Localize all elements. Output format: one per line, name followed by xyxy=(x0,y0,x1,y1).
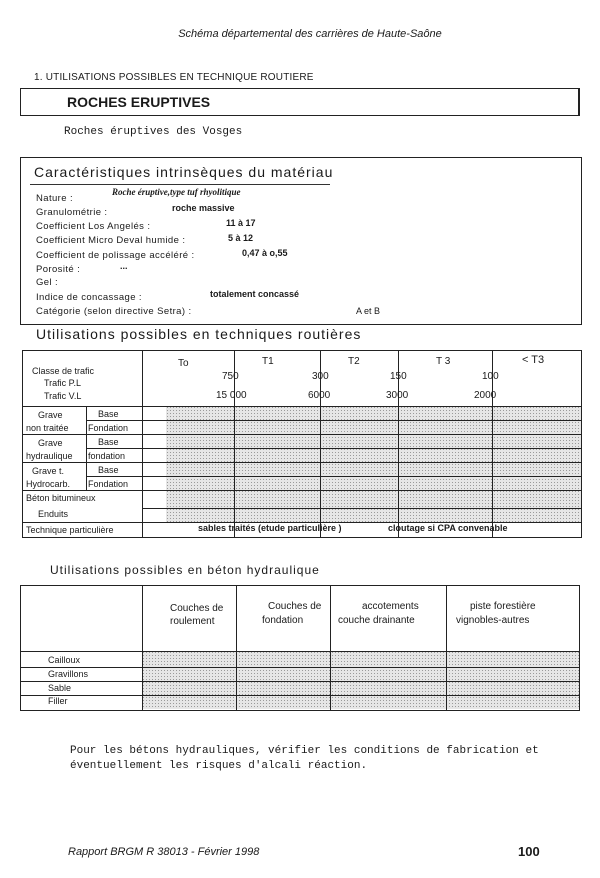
title-box xyxy=(20,88,580,116)
micro-deval-value: 5 à 12 xyxy=(228,233,254,243)
polishing-label: Coefficient de polissage accéléré : xyxy=(36,250,195,261)
row-gravillons: Gravillons xyxy=(48,669,89,679)
col-fondation-2: fondation xyxy=(262,615,304,626)
section-title: 1. UTILISATIONS POSSIBLES EN TECHNIQUE ROUTIERE xyxy=(34,72,314,83)
class-t1: T1 xyxy=(262,356,274,367)
vl-15000: 15 000 xyxy=(216,390,247,401)
col-accotements-1: accotements xyxy=(362,601,419,612)
los-angeles-value: 11 à 17 xyxy=(226,218,256,228)
technique-text-2: cloutage si CPA convenable xyxy=(388,523,508,533)
col-piste-1: piste forestière xyxy=(470,601,536,612)
page-header: Schéma départemental des carrières de Haute-Saône xyxy=(178,28,442,40)
col-roulement-1: Couches de xyxy=(170,603,224,614)
technique-text-1: sables traités (etude particulière ) xyxy=(198,523,342,533)
class-t3: T 3 xyxy=(436,356,451,367)
class-lt-t3: < T3 xyxy=(522,354,545,366)
gel-label: Gel : xyxy=(36,277,59,288)
pl-300: 300 xyxy=(312,371,329,382)
polishing-value: 0,47 à o,55 xyxy=(242,248,288,258)
row-grave-nt-2: non traitée xyxy=(26,423,69,433)
col-piste-2: vignobles-autres xyxy=(456,615,530,626)
traffic-vl-label: Trafic V.L xyxy=(44,391,82,401)
crushing-value: totalement concassé xyxy=(210,289,300,299)
row-sable: Sable xyxy=(48,683,72,693)
crushing-label: Indice de concassage : xyxy=(36,292,142,303)
row-grave-nt-fondation: Fondation xyxy=(88,423,129,433)
col-fondation-1: Couches de xyxy=(268,601,322,612)
row-enduits: Enduits xyxy=(38,509,69,519)
nature-label: Nature : xyxy=(36,193,73,204)
row-cailloux: Cailloux xyxy=(48,655,81,665)
road-uses-title: Utilisations possibles en techniques routières xyxy=(36,326,362,342)
row-grave-th-base: Base xyxy=(98,465,119,475)
traffic-class-label: Classe de trafic xyxy=(32,366,95,376)
row-grave-nt-1: Grave xyxy=(38,410,63,420)
category-value: A et B xyxy=(356,306,381,316)
col-roulement-2: roulement xyxy=(170,616,215,627)
concrete-uses-title: Utilisations possibles en béton hydraulique xyxy=(50,563,320,577)
micro-deval-label: Coefficient Micro Deval humide : xyxy=(36,235,186,246)
row-grave-th-fondation: Fondation xyxy=(88,479,129,489)
vl-3000: 3000 xyxy=(386,390,409,401)
footer-report: Rapport BRGM R 38013 - Février 1998 xyxy=(68,846,260,858)
row-grave-hy-1: Grave xyxy=(38,438,63,448)
pl-750: 750 xyxy=(222,371,239,382)
subtitle: Roches éruptives des Vosges xyxy=(64,126,243,138)
row-grave-hy-fondation: fondation xyxy=(88,451,126,461)
traffic-pl-label: Trafic P.L xyxy=(44,378,82,388)
row-grave-hy-2: hydraulique xyxy=(26,451,73,461)
vl-2000: 2000 xyxy=(474,390,497,401)
nature-value: Roche éruptive,type tuf rhyolitique xyxy=(112,187,241,197)
class-to: To xyxy=(178,358,189,369)
row-beton-bitumineux: Béton bitumineux xyxy=(26,493,96,503)
vl-6000: 6000 xyxy=(308,390,331,401)
road-uses-table xyxy=(22,350,582,540)
concrete-uses-table xyxy=(20,585,580,713)
row-grave-nt-base: Base xyxy=(98,409,119,419)
row-technique: Technique particulière xyxy=(26,525,114,535)
page-number: 100 xyxy=(518,844,540,859)
note-line-2: éventuellement les risques d'alcali réaction. xyxy=(70,760,368,772)
granulometry-value: roche massive xyxy=(172,203,235,213)
note xyxy=(70,744,539,774)
category-label: Catégorie (selon directive Setra) : xyxy=(36,306,192,317)
class-t2: T2 xyxy=(348,356,360,367)
porosity-label: Porosité : xyxy=(36,264,81,275)
document-title: ROCHES ERUPTIVES xyxy=(67,94,211,110)
pl-100: 100 xyxy=(482,371,499,382)
col-accotements-2: couche drainante xyxy=(338,615,415,626)
porosity-value: ... xyxy=(120,261,128,271)
row-filler: Filler xyxy=(48,696,68,706)
row-grave-th-1: Grave t. xyxy=(32,466,65,476)
characteristics-underline xyxy=(30,184,330,185)
granulometry-label: Granulométrie : xyxy=(36,207,108,218)
row-grave-th-2: Hydrocarb. xyxy=(26,479,71,489)
note-line-1: Pour les bétons hydrauliques, vérifier les conditions de fabrication et xyxy=(70,745,539,757)
row-grave-hy-base: Base xyxy=(98,437,119,447)
characteristics-title: Caractéristiques intrinsèques du matériau xyxy=(34,164,334,180)
pl-150: 150 xyxy=(390,371,407,382)
los-angeles-label: Coefficient Los Angelés : xyxy=(36,221,151,232)
